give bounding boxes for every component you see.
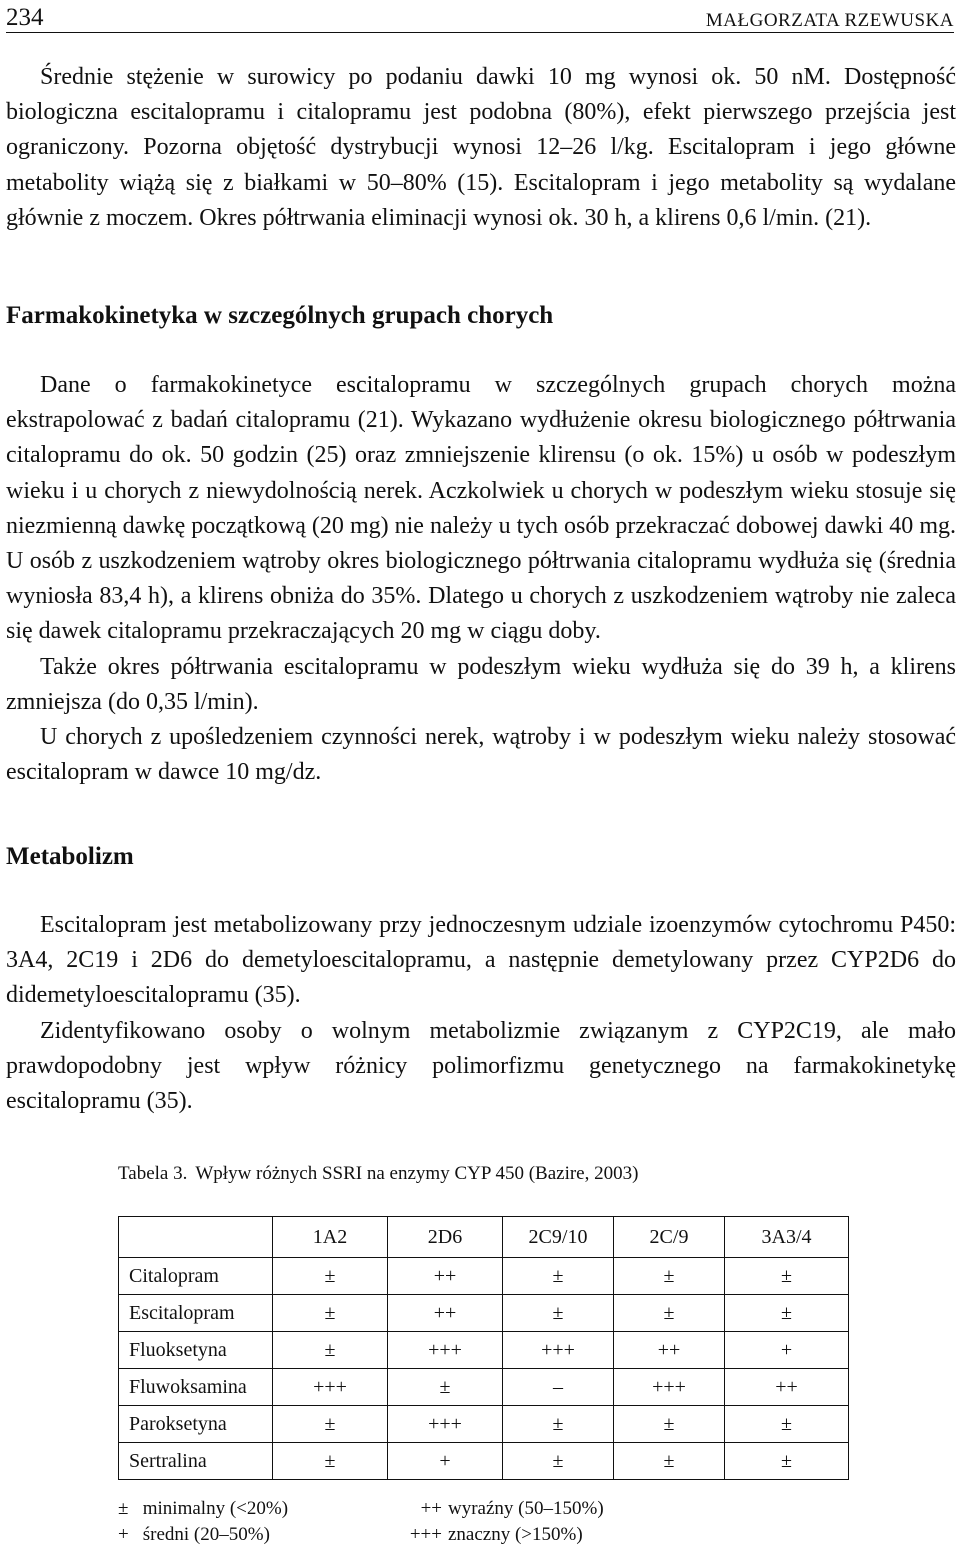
table-cell: + xyxy=(725,1332,849,1369)
legend-text: minimalny (<20%) xyxy=(142,1498,289,1519)
table-row xyxy=(119,1406,849,1443)
paragraph-metabolism: Escitalopram jest metabolizowany przy jednoczesnym udziale izoenzymów cytochromu P450: 3A4, 2C19 i 2D6 do demetyloescitalopramu, a następnie demetylowany przez CYP2D6 do didemetyloescitalopramu (35). xyxy=(6,912,956,1009)
table-caption xyxy=(118,1163,646,1185)
table-legend xyxy=(118,1496,604,1548)
table-cell: ± xyxy=(614,1443,725,1480)
ssri-cyp-table xyxy=(118,1216,849,1480)
table-header-row xyxy=(119,1217,849,1258)
table-cell: ± xyxy=(388,1369,503,1406)
drug-name: Citalopram xyxy=(119,1258,273,1295)
table-row xyxy=(119,1332,849,1369)
drug-name: Paroksetyna xyxy=(119,1406,273,1443)
table-cell: ± xyxy=(273,1258,388,1295)
header-rule xyxy=(6,32,954,33)
table-cell: ++ xyxy=(725,1369,849,1406)
table-row xyxy=(119,1258,849,1295)
column-header: 3A3/4 xyxy=(725,1217,849,1258)
paragraph-pharmacokinetics xyxy=(6,60,956,236)
table-cell: ± xyxy=(503,1406,614,1443)
table-cell: ± xyxy=(725,1443,849,1480)
table-cell: +++ xyxy=(388,1332,503,1369)
table-cell: ± xyxy=(273,1406,388,1443)
table-cell: – xyxy=(503,1369,614,1406)
legend-symbol: ++ xyxy=(420,1498,442,1519)
paragraph-cyp2c19: Zidentyfikowano osoby o wolnym metabolizmie związanym z CYP2C19, ale mało prawdopodobny jest wpływ różnicy polimorfizmu genetycznego na farmakokinetykę escitalopramu (35). xyxy=(6,1017,956,1115)
table-label: Tabela 3. xyxy=(118,1163,188,1184)
table-row xyxy=(119,1295,849,1332)
section-heading-special-groups: Farmakokinetyka w szczególnych grupach chorych xyxy=(6,302,554,329)
running-head: MAŁGORZATA RZEWUSKA xyxy=(705,10,954,31)
drug-name: Escitalopram xyxy=(119,1295,273,1332)
table-cell: ± xyxy=(614,1406,725,1443)
table-cell: ± xyxy=(503,1258,614,1295)
legend-symbol: ± xyxy=(118,1498,129,1519)
table-cell: ± xyxy=(614,1258,725,1295)
table-cell: ± xyxy=(503,1295,614,1332)
drug-name: Fluwoksamina xyxy=(119,1369,273,1406)
paragraph-special-groups: Dane o farmakokinetyce escitalopramu w szczególnych grupach chorych można ekstrapolować z badań citalopramu (21). Wykazano wydłużenie okresu biologicznego półtrwania citalopramu do ok. 50 godzin (25) oraz zmniejszenie klirensu (o ok. 15%) u osób w podeszłym wieku i u chorych z niewydolnością nerek. Aczkolwiek u chorych w podeszłym wieku stosuje się niezmienną dawkę początkową (20 mg) nie należy u tych osób przekraczać dobowej dawki 40 mg. U osób z uszkodzeniem wątroby okres biologicznego półtrwania citalopramu wydłuża się (średnia wyniosła 83,4 h), a klirens obniża do 35%. Dlatego u chorych z uszkodzeniem wątroby nie zaleca się dawek citalopramu przekraczających 20 mg w ciągu doby. xyxy=(6,372,956,645)
table-cell: ± xyxy=(725,1258,849,1295)
legend-text: średni (20–50%) xyxy=(142,1524,270,1545)
legend-symbol: + xyxy=(118,1524,129,1545)
table-cell: ++ xyxy=(388,1295,503,1332)
legend-item xyxy=(408,1496,604,1522)
table-cell: ± xyxy=(273,1295,388,1332)
table-cell: ++ xyxy=(388,1258,503,1295)
table-cell: ± xyxy=(725,1406,849,1443)
table-corner-cell xyxy=(119,1217,273,1258)
paragraph-elderly: Także okres półtrwania escitalopramu w podeszłym wieku wydłuża się do 39 h, a klirens zmniejsza (do 0,35 l/min). xyxy=(6,653,956,715)
table-cell: +++ xyxy=(273,1369,388,1406)
legend-item xyxy=(118,1522,408,1548)
drug-name: Fluoksetyna xyxy=(119,1332,273,1369)
table-cell: ± xyxy=(614,1295,725,1332)
table-cell: ± xyxy=(503,1443,614,1480)
legend-row xyxy=(118,1522,604,1548)
column-header: 2D6 xyxy=(388,1217,503,1258)
paragraph-dosing: U chorych z upośledzeniem czynności nerek, wątroby i w podeszłym wieku należy stosować escitalopram w dawce 10 mg/dz. xyxy=(6,724,956,786)
table-cell: +++ xyxy=(503,1332,614,1369)
section-heading-metabolism: Metabolizm xyxy=(6,843,134,870)
table-row xyxy=(119,1369,849,1406)
legend-symbol: +++ xyxy=(409,1524,442,1545)
column-header: 2C/9 xyxy=(614,1217,725,1258)
table-cell: ± xyxy=(725,1295,849,1332)
table-caption-text: Wpływ różnych SSRI na enzymy CYP 450 (Bazire, 2003) xyxy=(195,1163,639,1184)
legend-text: znaczny (>150%) xyxy=(448,1524,583,1545)
table-cell: ++ xyxy=(614,1332,725,1369)
table-cell: + xyxy=(388,1443,503,1480)
table-cell: +++ xyxy=(614,1369,725,1406)
section-metabolism xyxy=(6,908,956,1119)
column-header: 2C9/10 xyxy=(503,1217,614,1258)
paragraph-text: Średnie stężenie w surowicy po podaniu dawki 10 mg wynosi ok. 50 nM. Dostępność biologiczna escitalopramu i citalopramu jest podobna (80%), efekt pierwszego przejścia jest ograniczony. Pozorna objętość dystrybucji wynosi 12–26 l/kg. Escitalopram i jego główne metabolity wiążą się z białkami w 50–80% (15). Escitalopram i jego metabolity są wydalane głównie z moczem. Okres półtrwania eliminacji wynosi ok. 30 h, a klirens 0,6 l/min. (21). xyxy=(6,64,956,231)
legend-item xyxy=(408,1522,583,1548)
drug-name: Sertralina xyxy=(119,1443,273,1480)
table-row xyxy=(119,1443,849,1480)
table-cell: ± xyxy=(273,1332,388,1369)
table-cell: ± xyxy=(273,1443,388,1480)
page-number: 234 xyxy=(6,4,44,31)
legend-text: wyraźny (50–150%) xyxy=(448,1498,604,1519)
section-special-groups xyxy=(6,368,956,790)
legend-row xyxy=(118,1496,604,1522)
column-header: 1A2 xyxy=(273,1217,388,1258)
table-cell: +++ xyxy=(388,1406,503,1443)
page-header xyxy=(6,0,954,32)
legend-item xyxy=(118,1496,408,1522)
